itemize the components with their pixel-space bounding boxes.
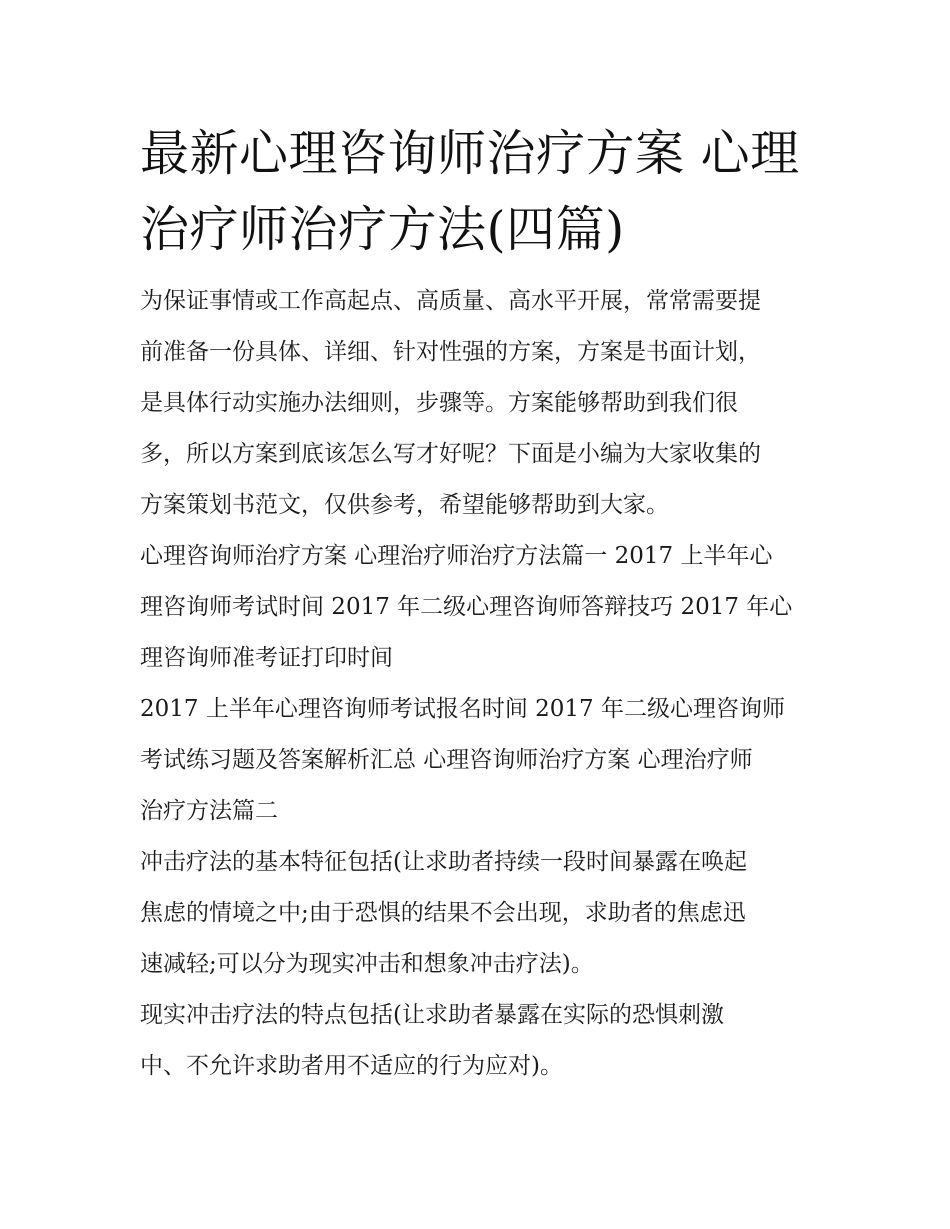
- intro-paragraph: [140, 276, 830, 531]
- title-line: 治疗师治疗方法(四篇): [140, 201, 625, 258]
- text-line: 治疗方法篇二: [140, 798, 278, 824]
- text-line: 焦虑的情境之中;由于恐惧的结果不会出现，求助者的焦虑迅: [140, 900, 746, 926]
- text-line: 前准备一份具体、详细、针对性强的方案，方案是书面计划，: [140, 339, 761, 365]
- text-line: 为保证事情或工作高起点、高质量、高水平开展，常常需要提: [140, 288, 761, 314]
- document-body: [140, 276, 830, 1092]
- text-line: 中、不允许求助者用不适应的行为应对)。: [140, 1053, 563, 1079]
- text-line: 考试练习题及答案解析汇总 心理咨询师治疗方案 心理治疗师: [140, 747, 753, 773]
- section-one-paragraph: [140, 531, 830, 684]
- text-line: 多，所以方案到底该怎么写才好呢？下面是小编为大家收集的: [140, 441, 761, 467]
- text-line: 2017 上半年心理咨询师考试报名时间 2017 年二级心理咨询师: [140, 696, 785, 722]
- text-line: 心理咨询师治疗方案 心理治疗师治疗方法篇一 2017 上半年心: [140, 543, 773, 569]
- text-line: 理咨询师考试时间 2017 年二级心理咨询师答辩技巧 2017 年心: [140, 594, 793, 620]
- text-line: 冲击疗法的基本特征包括(让求助者持续一段时间暴露在唤起: [140, 849, 747, 875]
- section-two-paragraph: [140, 684, 830, 837]
- text-line: 理咨询师准考证打印时间: [140, 645, 393, 671]
- flooding-features-paragraph: [140, 837, 830, 990]
- text-line: 是具体行动实施办法细则，步骤等。方案能够帮助到我们很: [140, 390, 738, 416]
- text-line: 速减轻;可以分为现实冲击和想象冲击疗法)。: [140, 951, 594, 977]
- real-flooding-paragraph: [140, 990, 830, 1092]
- document-title: [140, 116, 820, 268]
- text-line: 现实冲击疗法的特点包括(让求助者暴露在实际的恐惧刺激: [140, 1002, 724, 1028]
- text-line: 方案策划书范文，仅供参考，希望能够帮助到大家。: [140, 492, 669, 518]
- title-line: 最新心理咨询师治疗方案 心理: [140, 125, 800, 182]
